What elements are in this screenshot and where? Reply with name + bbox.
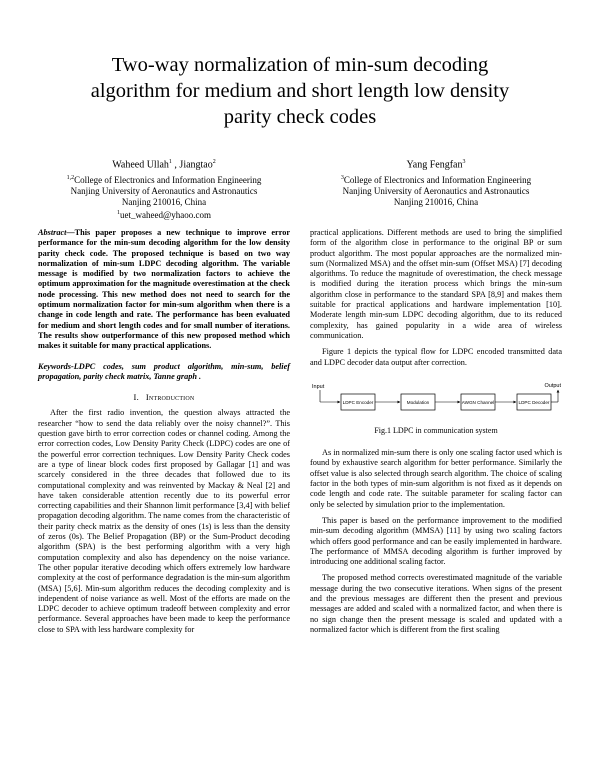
section-heading	[38, 392, 290, 402]
city-right: Nanjing 210016, China	[393, 197, 479, 208]
paper-title	[40, 52, 560, 130]
author-sup-2: 2	[212, 159, 216, 165]
author-block-left	[38, 156, 290, 221]
figure-1	[310, 376, 562, 420]
author-name-3: Yang Fengfan	[406, 159, 463, 171]
aff-sup-right: 3	[340, 175, 344, 182]
block-modulation-label: Modulation	[406, 399, 430, 405]
title-line-3: parity check codes	[223, 106, 377, 128]
author-block-right	[310, 156, 562, 208]
aff-sup-left: 1,2	[66, 175, 75, 182]
university-left: Nanjing University of Aeronautics and Astronautics	[70, 186, 258, 197]
abstract	[38, 228, 290, 352]
aff-text-left: College of Electronics and Information Engineering	[74, 175, 262, 186]
block-channel-label: AWGN Channel	[461, 399, 495, 405]
figure-caption: Fig.1 LDPC in communication system	[374, 425, 498, 435]
block-diagram	[310, 376, 562, 420]
author-sup-1: 1	[168, 159, 172, 165]
right-paragraph-4: This paper is based on the performance improvement to the modified min-sum decoding algorithm (MMSA) [11] by using two scaling factors which offers good performance and can be easily implemented in hardware. The performance of MMSA decoding algorithm is further improved by introducing one additional scaling factor.	[310, 515, 562, 567]
right-paragraph-5: The proposed method corrects overestimated magnitude of the variable message during the two consecutive iterations. When signs of the present and the previous messages are different then the present and previous messages are added and scaled with a normalized factor, and when there is no sign change then the present message is scaled and updated with a normalized factor which is different from the first scaling	[310, 573, 562, 634]
right-paragraph-2: Figure 1 depicts the typical flow for LDPC encoded transmitted data and LDPC decoder data output after correction.	[310, 347, 562, 367]
keywords: Keywords-LDPC codes, sum product algorithm, min-sum, belief propagation, parity check matrix, Tanne graph .	[38, 361, 290, 381]
right-column	[310, 228, 562, 641]
university-right: Nanjing University of Aeronautics and Astronautics	[342, 186, 530, 197]
author-name-1: Waheed Ullah	[112, 159, 169, 171]
block-decoder-label: LDPC Decoder	[518, 399, 550, 405]
right-paragraph-3: As in normalized min-sum there is only one scaling factor used which is found by exhaustive search algorithm for better performance. Similarly the offset value is also selected through search algorithm. The choice of scaling factor in the both types of min-sum algorithm is not fixed as it depends on code length and code rate. The suitable parameter for scaling factor can only be selected by simulation prior to the implementation.	[310, 448, 562, 509]
title-line-1: Two-way normalization of min-sum decoding	[111, 54, 489, 76]
email-left	[38, 208, 290, 221]
affiliation-left	[38, 173, 290, 186]
fig-input-label: Input	[312, 383, 325, 390]
city-left: Nanjing 210016, China	[121, 197, 207, 208]
abstract-text: —This paper proposes a new technique to improve error performance for the min-sum decoding algorithm for the low density parity check code. The proposed technique is based on two way normalization of min-sum LDPC decoding algorithm. The variable message is modified by two normalization factors to achieve the optimum approximation for the magnitude overestimation at the check node processing. This new method does not need to search for the optimum normalization factor for min-sum algorithm when there is a change in code length and rate. The performance has been evaluated for medium and short length codes and for small number of iterations. The results show outperformance of this new proposed method which makes it suitable for many practical applications.	[38, 228, 290, 351]
affiliation-right	[310, 173, 562, 186]
author-name-2: , Jiangtao	[171, 159, 213, 171]
left-column	[38, 228, 290, 641]
title-line-2: algorithm for medium and short length low density	[90, 80, 510, 102]
abstract-label: Abstract	[38, 228, 67, 237]
aff-text-right: College of Electronics and Information Engineering	[343, 175, 532, 186]
author-names-left	[38, 156, 290, 171]
right-paragraph-1: practical applications. Different methods are used to bring the simplified form of the algorithm close in performance to the original BP or sum product algorithm. The most popular approaches are the normalized min-sum (Normalized MSA) and the offset min-sum (Offset MSA) [7] decoding algorithms. To reduce the magnitude of overestimation, the check message is modified during the iteration process which brings the min-sum algorithm close in performance to the standard SPA [8,9] and makes them suitable for practical applications and hardware implementation [10]. Moderate length min-sum LDPC decoding algorithm, due to its reduced complexity, has gained popularity in a wide area of wireless communication.	[310, 228, 562, 340]
author-names-right	[310, 156, 562, 171]
intro-paragraph: After the first radio invention, the question always attracted the researcher “how to send the data reliably over the noisy channel?”. This question gave birth to error correction codes or channel coding. Among the error correction codes, Low Density Parity Check (LDPC) codes are one of the powerful error correction techniques. Low Density Parity Check codes are a type of linear block codes first proposed by Gallagar [1] and was scarcely considered in the three decades that followed due to its computational complexity and was reinvented by Mackay & Neal [2] and have taken considerable attention recently due to its powerful error correcting capabilities and their Shannon limit performance [3,4] with belief propagation decoding algorithm. The name comes from the characteristic of their parity check matrix as the density of ones (1s) is less than the density of zeros (0s). The Belief Propagation (BP) or the Sum-Product decoding algorithm (SPA) is the best performing algorithm with a very high computation complexity and also has dependency on the noise variance. The other popular iterative decoding which offers extremely low hardware complexity at the cost of performance degradation is the min-sum algorithm (MSA) [5,6]. Min-sum algorithm reduces the decoding complexity and is independent of noise variance as well. Most of the efforts are made on the LDPC decoder to achieve optimum tradeoff between complexity and error performance. Several approaches have been made to keep the performance close to SPA with less hardware complexity for	[38, 408, 290, 634]
fig-output-label: Output	[544, 382, 561, 389]
email-sup-left: 1	[116, 210, 120, 217]
section-title: Introduction	[145, 392, 195, 403]
section-number: I.	[133, 392, 139, 403]
block-encoder-label: LDPC Encoder	[342, 399, 374, 405]
email-link[interactable]: uet_waheed@yhaoo.com	[119, 210, 211, 221]
author-sup-3: 3	[462, 159, 466, 165]
